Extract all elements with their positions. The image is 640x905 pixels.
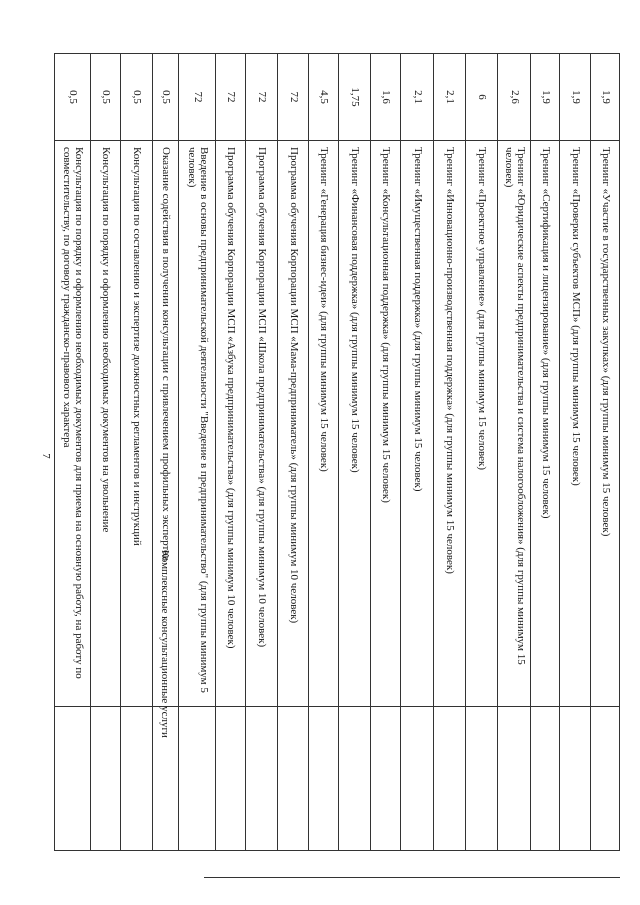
cell-divider bbox=[153, 140, 179, 141]
service-name: Оказание содействия в получении консультации с привлечением профильных экспертов bbox=[160, 147, 172, 561]
hours-cell bbox=[560, 54, 591, 140]
service-cell bbox=[339, 140, 371, 706]
service-name: Программа обучения Корпорации МСП «Мама-предприниматель» (для группы минимум 10 человек) bbox=[287, 147, 300, 624]
hours-cell bbox=[309, 54, 339, 140]
hours-value: 72 bbox=[256, 91, 268, 103]
service-cell bbox=[246, 140, 278, 706]
table-row bbox=[560, 54, 591, 851]
hours-cell bbox=[531, 54, 560, 140]
table-row bbox=[179, 54, 216, 851]
hours-value: 0,5 bbox=[131, 90, 143, 104]
service-cell bbox=[371, 140, 401, 706]
cell-divider bbox=[216, 706, 246, 707]
cell-divider bbox=[560, 140, 591, 141]
cell-divider bbox=[339, 706, 371, 707]
service-name: Тренинг «Участие в государственных закупках» (для группы минимум 15 человек) bbox=[600, 147, 612, 537]
cell-divider bbox=[371, 706, 401, 707]
service-cell bbox=[55, 140, 91, 706]
service-name: Консультация по порядку и оформлению необходимых документов на увольнение bbox=[100, 147, 112, 533]
hours-cell bbox=[591, 54, 620, 140]
cell-divider bbox=[401, 140, 434, 141]
service-name: Тренинг «Сертификация и лицензирование» (для группы минимум 15 человек) bbox=[539, 147, 552, 519]
hours-value: 2,1 bbox=[411, 90, 424, 104]
service-name: Программа обучения Корпорации МСП «Азбука предпринимательства» (для группы минимум 10 человек) bbox=[225, 147, 237, 649]
service-cell bbox=[498, 140, 531, 706]
hours-cell bbox=[339, 54, 371, 140]
bottom-rule bbox=[204, 877, 620, 878]
hours-value: 72 bbox=[287, 91, 300, 103]
hours-cell bbox=[91, 54, 121, 140]
hours-cell bbox=[278, 54, 309, 140]
service-name: Тренинг «Проектное управление» (для группы минимум 15 человек) bbox=[476, 147, 488, 470]
hours-value: 1,9 bbox=[569, 90, 582, 104]
table-row bbox=[309, 54, 339, 851]
cell-divider bbox=[91, 706, 121, 707]
cell-divider bbox=[339, 140, 371, 141]
cell-divider bbox=[55, 140, 91, 141]
cell-divider bbox=[498, 140, 531, 141]
table-row bbox=[401, 54, 434, 851]
service-name: Тренинг «Имущественная поддержка» (для группы минимум 15 человек) bbox=[411, 147, 424, 492]
cell-divider bbox=[560, 706, 591, 707]
hours-cell bbox=[153, 54, 179, 140]
service-name: Программа обучения Корпорации МСП «Школа предпринимательства» (для группы минимум 10 человек) bbox=[256, 147, 268, 648]
cell-divider bbox=[434, 706, 466, 707]
cell-divider bbox=[179, 706, 216, 707]
service-name: Тренинг «Проверки субъектов МСП» (для группы минимум 15 человек) bbox=[569, 147, 582, 486]
service-cell bbox=[91, 140, 121, 706]
hours-cell bbox=[216, 54, 246, 140]
hours-cell bbox=[121, 54, 153, 140]
cell-divider bbox=[55, 706, 91, 707]
service-name: Тренинг «Финансовая поддержка» (для группы минимум 15 человек) bbox=[349, 147, 361, 473]
cell-divider bbox=[466, 706, 498, 707]
service-cell bbox=[466, 140, 498, 706]
hours-value: 2,6 bbox=[508, 90, 521, 104]
hours-value: 1,9 bbox=[539, 90, 552, 104]
cell-divider bbox=[434, 140, 466, 141]
page-number: 7 bbox=[40, 453, 52, 459]
service-cell bbox=[560, 140, 591, 706]
service-cell bbox=[309, 140, 339, 706]
table-row bbox=[55, 54, 91, 851]
service-name: Введение в основы предпринимательской деятельности "Введение в предпринимательство" (для группы минимум 5 человек) bbox=[185, 147, 210, 693]
hours-cell bbox=[434, 54, 466, 140]
hours-cell bbox=[179, 54, 216, 140]
table-row bbox=[466, 54, 498, 851]
table-row bbox=[434, 54, 466, 851]
service-cell bbox=[401, 140, 434, 706]
hours-value: 72 bbox=[225, 91, 237, 103]
cell-divider bbox=[531, 706, 560, 707]
service-name: Консультация по порядку и оформлению необходимых документов для приема на основную работу, на работу по совместительству, по договору гражданско-правового характера bbox=[61, 147, 85, 679]
service-cell bbox=[531, 140, 560, 706]
hours-value: 1,6 bbox=[380, 90, 392, 104]
cell-divider bbox=[591, 706, 620, 707]
service-cell bbox=[278, 140, 309, 706]
hours-value: 72 bbox=[191, 91, 204, 103]
hours-value: 1,9 bbox=[600, 90, 612, 104]
table-row bbox=[91, 54, 121, 851]
table-row bbox=[498, 54, 531, 851]
cell-divider bbox=[371, 140, 401, 141]
cell-divider bbox=[309, 140, 339, 141]
service-cell bbox=[434, 140, 466, 706]
table-row bbox=[371, 54, 401, 851]
service-name: Тренинг «Инновационно-производственная поддержка» (для группы минимум 15 человек) bbox=[444, 147, 456, 574]
hours-value: 0,5 bbox=[100, 90, 112, 104]
table-row bbox=[216, 54, 246, 851]
table-row bbox=[591, 54, 620, 851]
cell-divider bbox=[591, 140, 620, 141]
cell-divider bbox=[531, 140, 560, 141]
cell-divider bbox=[91, 140, 121, 141]
service-name: Тренинг «Генерация бизнес-идеи» (для группы минимум 15 человек) bbox=[318, 147, 330, 472]
service-cell bbox=[591, 140, 620, 706]
cell-divider bbox=[278, 140, 309, 141]
cell-divider bbox=[466, 140, 498, 141]
service-name: Тренинг «Консультационная поддержка» (для группы минимум 15 человек) bbox=[380, 147, 392, 503]
hours-value: 0,5 bbox=[67, 90, 79, 104]
cell-divider bbox=[309, 706, 339, 707]
cell-divider bbox=[246, 706, 278, 707]
table-row bbox=[531, 54, 560, 851]
hours-cell bbox=[55, 54, 91, 140]
cell-divider bbox=[179, 140, 216, 141]
hours-cell bbox=[466, 54, 498, 140]
service-name: Тренинг «Юридические аспекты предпринимательства и система налогообложения» (для группы минимум 15 человек) bbox=[502, 147, 527, 665]
table-row bbox=[339, 54, 371, 851]
hours-cell bbox=[246, 54, 278, 140]
cell-divider bbox=[498, 706, 531, 707]
hours-cell bbox=[371, 54, 401, 140]
service-cell bbox=[179, 140, 216, 706]
cell-divider bbox=[121, 140, 153, 141]
hours-value: 0,5 bbox=[160, 90, 172, 104]
service-cell bbox=[216, 140, 246, 706]
hours-cell bbox=[498, 54, 531, 140]
hours-value: 2,1 bbox=[444, 90, 456, 104]
table-row bbox=[246, 54, 278, 851]
service-name: Консультация по составлению и экспертизе должностных регламентов и инструкций bbox=[131, 147, 143, 546]
hours-value: 6 bbox=[476, 94, 488, 100]
category-label: Комплексные консультационные услуги bbox=[159, 550, 171, 738]
hours-cell bbox=[401, 54, 434, 140]
cell-divider bbox=[278, 706, 309, 707]
hours-value: 1,75 bbox=[349, 87, 361, 107]
table-row bbox=[278, 54, 309, 851]
cell-divider bbox=[216, 140, 246, 141]
cell-divider bbox=[401, 706, 434, 707]
hours-value: 4,5 bbox=[318, 90, 330, 104]
cell-divider bbox=[246, 140, 278, 141]
